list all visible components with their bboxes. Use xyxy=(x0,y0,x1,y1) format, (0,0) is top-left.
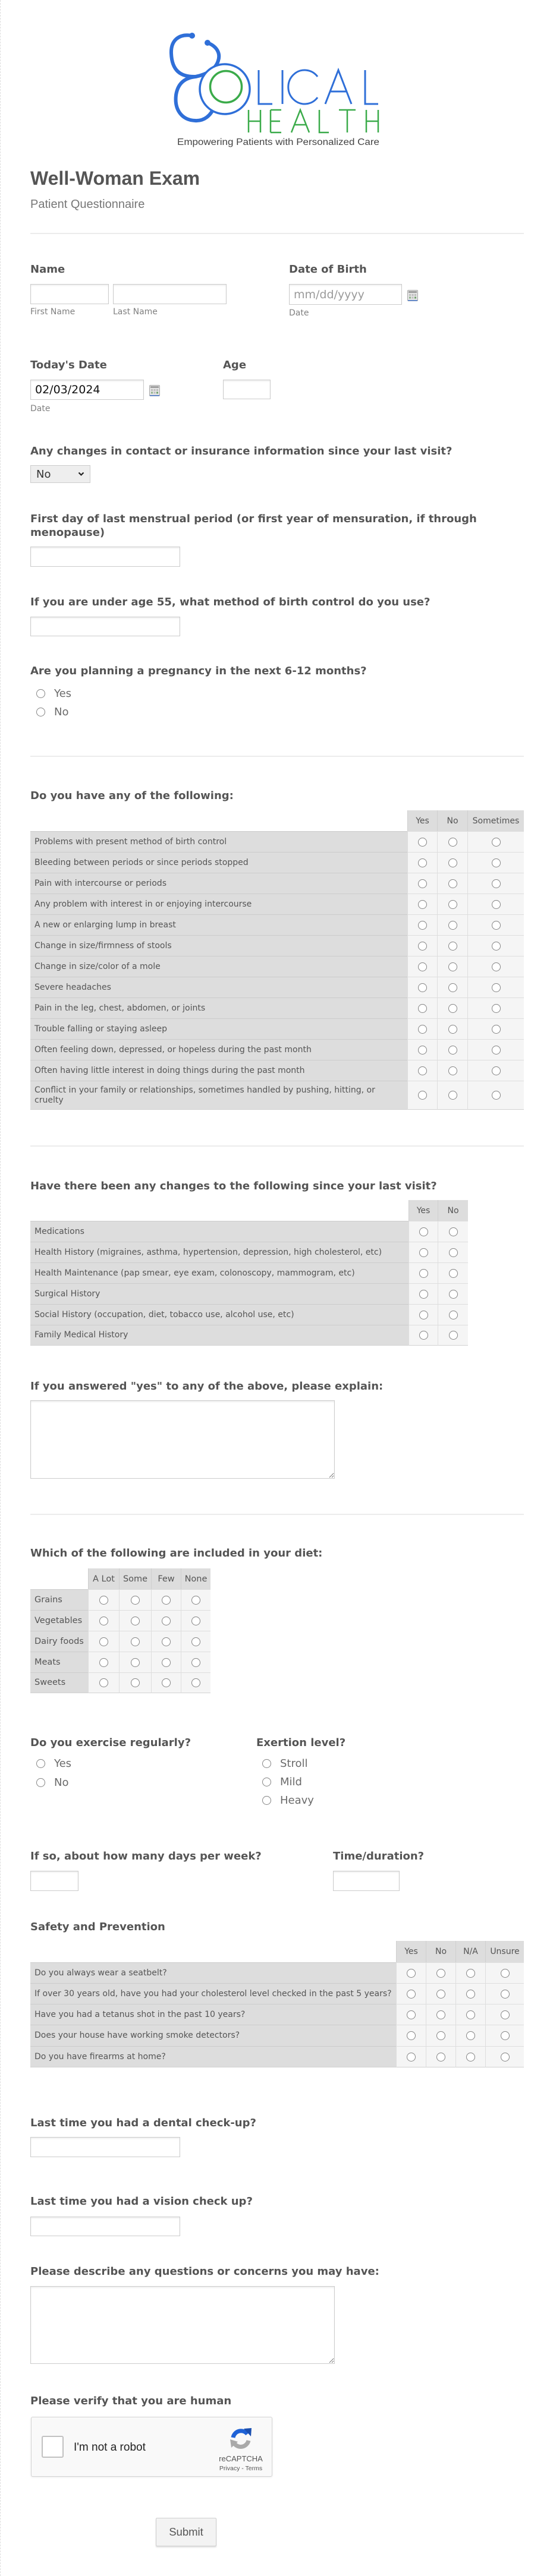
radio-a-lot[interactable] xyxy=(99,1678,108,1687)
radio-yes[interactable] xyxy=(418,962,427,971)
option-label: Mild xyxy=(280,1776,302,1788)
insurance-change-select[interactable] xyxy=(31,466,90,482)
table-row xyxy=(30,1283,468,1304)
radio-circle-icon[interactable] xyxy=(36,708,45,716)
radio-no[interactable] xyxy=(448,1046,457,1055)
radio-some[interactable] xyxy=(131,1596,140,1605)
column-header-none: None xyxy=(181,1568,210,1589)
today-date-input[interactable] xyxy=(30,380,144,400)
dob-input[interactable] xyxy=(289,284,402,305)
table-row xyxy=(30,935,524,956)
radio-circle-icon[interactable] xyxy=(262,1796,271,1805)
table-row xyxy=(30,2046,524,2067)
table-row xyxy=(30,1589,210,1610)
option-label: No xyxy=(54,1776,69,1789)
submit-button[interactable]: Submit xyxy=(156,2518,216,2546)
exercise-options xyxy=(30,1754,71,1792)
exercise-label: Do you exercise regularly? xyxy=(30,1737,191,1749)
radio-no[interactable] xyxy=(449,1290,458,1299)
table-row xyxy=(30,977,524,997)
radio-none[interactable] xyxy=(191,1617,200,1625)
option-label: Yes xyxy=(54,1757,72,1770)
radio-yes[interactable] xyxy=(407,2010,416,2019)
matrix-corner xyxy=(30,1568,88,1589)
row-label: Meats xyxy=(30,1652,88,1672)
table-row xyxy=(30,1060,524,1081)
days-per-week-label: If so, about how many days per week? xyxy=(30,1850,262,1862)
radio-no[interactable] xyxy=(448,921,457,930)
radio-yes[interactable] xyxy=(419,1311,428,1319)
name-label: Name xyxy=(30,263,65,276)
radio-no[interactable] xyxy=(448,942,457,951)
radio-none[interactable] xyxy=(191,1658,200,1667)
radio-no[interactable] xyxy=(448,838,457,847)
exertion-options xyxy=(256,1754,314,1810)
row-label: A new or enlarging lump in breast xyxy=(30,914,407,935)
vision-input[interactable] xyxy=(30,2217,180,2236)
conditions-label: Do you have any of the following: xyxy=(30,790,234,802)
row-label: Pain with intercourse or periods xyxy=(30,873,407,894)
table-row xyxy=(30,956,524,977)
terms-link[interactable]: Terms xyxy=(245,2465,263,2472)
radio-no[interactable] xyxy=(448,983,457,992)
radio-circle-icon[interactable] xyxy=(262,1759,271,1768)
radio-no[interactable] xyxy=(449,1227,458,1236)
radio-no[interactable] xyxy=(448,879,457,888)
radio-none[interactable] xyxy=(191,1596,200,1605)
row-label: Vegetables xyxy=(30,1610,88,1631)
table-row xyxy=(30,1652,210,1672)
row-label: Health History (migraines, asthma, hypertension, depression, high cholesterol, etc) xyxy=(30,1242,409,1262)
option-label: Heavy xyxy=(280,1794,314,1807)
radio-no[interactable] xyxy=(436,1969,445,1978)
radio-sometimes[interactable] xyxy=(492,1025,501,1034)
radio-no[interactable] xyxy=(449,1248,458,1257)
recaptcha-widget xyxy=(31,2417,272,2477)
not-robot-checkbox[interactable] xyxy=(42,2436,64,2458)
column-header-no: No xyxy=(426,1941,455,1962)
table-row xyxy=(30,2004,524,2025)
conditions-matrix xyxy=(30,810,524,1110)
table-row xyxy=(30,1221,468,1242)
insurance-change-dropdown[interactable] xyxy=(30,465,90,483)
radio-yes[interactable] xyxy=(418,858,427,867)
table-row xyxy=(30,1610,210,1631)
radio-no[interactable] xyxy=(436,1990,445,1999)
pregnancy-option-no[interactable] xyxy=(30,703,71,721)
radio-some[interactable] xyxy=(131,1637,140,1646)
today-date-sublabel: Date xyxy=(30,404,51,413)
logo-tagline: Empowering Patients with Personalized Care xyxy=(177,137,379,147)
radio-no[interactable] xyxy=(448,962,457,971)
radio-yes[interactable] xyxy=(419,1290,428,1299)
calendar-icon[interactable] xyxy=(407,290,418,301)
exertion-label: Exertion level? xyxy=(256,1737,346,1749)
row-label: Trouble falling or staying asleep xyxy=(30,1018,407,1039)
radio-a-lot[interactable] xyxy=(99,1658,108,1667)
row-label: Family Medical History xyxy=(30,1325,409,1346)
diet-matrix xyxy=(30,1568,210,1693)
page-subtitle: Patient Questionnaire xyxy=(30,198,145,211)
radio-yes[interactable] xyxy=(407,1969,416,1978)
table-row xyxy=(30,1325,468,1346)
divider xyxy=(30,756,524,757)
radio-unsure[interactable] xyxy=(501,2053,510,2062)
recaptcha-logo-icon xyxy=(229,2426,253,2451)
table-row xyxy=(30,1631,210,1652)
changes-matrix xyxy=(30,1200,468,1346)
row-label: Often feeling down, depressed, or hopeless during the past month xyxy=(30,1039,407,1060)
row-label: Pain in the leg, chest, abdomen, or joints xyxy=(30,997,407,1018)
row-label: Have you had a tetanus shot in the past 10 years? xyxy=(30,2004,396,2025)
radio-no[interactable] xyxy=(448,900,457,909)
table-row xyxy=(30,914,524,935)
radio-unsure[interactable] xyxy=(501,1990,510,1999)
column-header-a-lot: A Lot xyxy=(88,1568,119,1589)
diet-label: Which of the following are included in your diet: xyxy=(30,1547,323,1560)
radio-no[interactable] xyxy=(436,2031,445,2040)
radio-yes[interactable] xyxy=(418,1046,427,1055)
pregnancy-label: Are you planning a pregnancy in the next 6-12 months? xyxy=(30,665,367,677)
explain-textarea[interactable] xyxy=(30,1400,335,1479)
row-label: Bleeding between periods or since periods stopped xyxy=(30,852,407,873)
row-label: Health Maintenance (pap smear, eye exam, colonoscopy, mammogram, etc) xyxy=(30,1262,409,1283)
table-row xyxy=(30,1039,524,1060)
row-label: Change in size/firmness of stools xyxy=(30,935,407,956)
menstrual-label: First day of last menstrual period (or first year of mensuration, if through menopause) xyxy=(30,513,477,539)
radio-no[interactable] xyxy=(449,1269,458,1278)
radio-sometimes[interactable] xyxy=(492,921,501,930)
menstrual-input[interactable] xyxy=(30,547,180,567)
radio-circle-icon[interactable] xyxy=(36,1759,45,1768)
radio-no[interactable] xyxy=(436,2053,445,2062)
radio-a-lot[interactable] xyxy=(99,1596,108,1605)
radio-na[interactable] xyxy=(466,1969,475,1978)
row-label: Does your house have working smoke detectors? xyxy=(30,2025,396,2046)
safety-label: Safety and Prevention xyxy=(30,1921,165,1933)
radio-yes[interactable] xyxy=(418,921,427,930)
safety-matrix xyxy=(30,1941,524,2067)
row-label: Social History (occupation, diet, tobacco use, alcohol use, etc) xyxy=(30,1304,409,1325)
dental-label: Last time you had a dental check-up? xyxy=(30,2117,256,2129)
radio-yes[interactable] xyxy=(418,838,427,847)
vision-label: Last time you had a vision check up? xyxy=(30,2195,253,2208)
radio-yes[interactable] xyxy=(419,1227,428,1236)
dob-label: Date of Birth xyxy=(289,263,367,276)
row-label: Change in size/color of a mole xyxy=(30,956,407,977)
radio-some[interactable] xyxy=(131,1678,140,1687)
table-row xyxy=(30,1983,524,2004)
column-header-yes: Yes xyxy=(396,1941,426,1962)
radio-sometimes[interactable] xyxy=(492,942,501,951)
radio-sometimes[interactable] xyxy=(492,1004,501,1013)
radio-few[interactable] xyxy=(162,1658,171,1667)
pregnancy-option-yes[interactable] xyxy=(30,684,71,703)
radio-few[interactable] xyxy=(162,1678,171,1687)
radio-no[interactable] xyxy=(448,1004,457,1013)
column-header-few: Few xyxy=(151,1568,181,1589)
column-header-some: Some xyxy=(119,1568,151,1589)
table-row xyxy=(30,1081,524,1110)
last-name-input[interactable] xyxy=(113,284,227,304)
radio-yes[interactable] xyxy=(419,1248,428,1257)
radio-no[interactable] xyxy=(449,1311,458,1319)
divider xyxy=(30,1145,524,1147)
radio-no[interactable] xyxy=(436,2010,445,2019)
wordmark-top xyxy=(259,70,378,104)
radio-yes[interactable] xyxy=(418,942,427,951)
matrix-corner xyxy=(30,810,407,831)
radio-sometimes[interactable] xyxy=(492,1046,501,1055)
dob-sublabel: Date xyxy=(289,308,309,318)
radio-circle-icon[interactable] xyxy=(36,1778,45,1787)
table-row xyxy=(30,1018,524,1039)
privacy-link[interactable]: Privacy xyxy=(219,2465,240,2472)
duration-label: Time/duration? xyxy=(333,1850,425,1862)
radio-yes[interactable] xyxy=(407,2031,416,2040)
birth-control-label: If you are under age 55, what method of birth control do you use? xyxy=(30,596,431,608)
radio-yes[interactable] xyxy=(419,1331,428,1340)
duration-input[interactable] xyxy=(333,1871,400,1891)
row-label: Conflict in your family or relationships, sometimes handled by pushing, hitting, or cruelty xyxy=(30,1081,407,1110)
radio-none[interactable] xyxy=(191,1678,200,1687)
radio-yes[interactable] xyxy=(407,2053,416,2062)
table-row xyxy=(30,1242,468,1262)
days-per-week-input[interactable] xyxy=(30,1871,78,1891)
column-header-sometimes: Sometimes xyxy=(467,810,524,831)
row-label: Sweets xyxy=(30,1672,88,1693)
row-label: Dairy foods xyxy=(30,1631,88,1652)
dental-input[interactable] xyxy=(30,2137,180,2157)
first-name-input[interactable] xyxy=(30,284,109,304)
radio-none[interactable] xyxy=(191,1637,200,1646)
matrix-corner xyxy=(30,1200,409,1221)
row-label: Problems with present method of birth control xyxy=(30,831,407,852)
table-row xyxy=(30,1962,524,1983)
radio-few[interactable] xyxy=(162,1617,171,1625)
radio-no[interactable] xyxy=(448,1025,457,1034)
row-label: Surgical History xyxy=(30,1283,409,1304)
birth-control-input[interactable] xyxy=(30,617,180,636)
radio-na[interactable] xyxy=(466,2031,475,2040)
radio-yes[interactable] xyxy=(419,1269,428,1278)
table-row xyxy=(30,997,524,1018)
row-label: If over 30 years old, have you had your cholesterol level checked in the past 5 years? xyxy=(30,1983,396,2004)
captcha-label: Please verify that you are human xyxy=(30,2395,232,2407)
table-row xyxy=(30,2025,524,2046)
wordmark-bottom xyxy=(249,110,378,132)
explain-label: If you answered "yes" to any of the above, please explain: xyxy=(30,1380,384,1393)
radio-circle-icon[interactable] xyxy=(36,689,45,698)
exercise-option-yes[interactable] xyxy=(30,1754,71,1773)
exertion-option-mild[interactable] xyxy=(256,1773,314,1791)
radio-no[interactable] xyxy=(448,1091,457,1100)
page-title: Well-Woman Exam xyxy=(30,168,200,189)
concerns-textarea[interactable] xyxy=(30,2286,335,2364)
row-label: Often having little interest in doing things during the past month xyxy=(30,1060,407,1081)
radio-a-lot[interactable] xyxy=(99,1617,108,1625)
radio-yes[interactable] xyxy=(418,1091,427,1100)
radio-yes[interactable] xyxy=(418,1025,427,1034)
matrix-corner xyxy=(30,1941,396,1962)
option-label: Stroll xyxy=(280,1757,308,1770)
radio-na[interactable] xyxy=(466,2053,475,2062)
column-header-na: N/A xyxy=(455,1941,485,1962)
radio-sometimes[interactable] xyxy=(492,858,501,867)
row-label: Do you always wear a seatbelt? xyxy=(30,1962,396,1983)
radio-sometimes[interactable] xyxy=(492,1091,501,1100)
table-row xyxy=(30,852,524,873)
stethoscope-logo-icon xyxy=(149,18,405,154)
radio-yes[interactable] xyxy=(418,1004,427,1013)
table-row xyxy=(30,1672,210,1693)
calendar-icon[interactable] xyxy=(149,385,160,396)
first-name-sublabel: First Name xyxy=(30,307,76,317)
concerns-label: Please describe any questions or concerns you may have: xyxy=(30,2265,379,2278)
radio-few[interactable] xyxy=(162,1637,171,1646)
pregnancy-options xyxy=(30,684,71,721)
radio-no[interactable] xyxy=(448,858,457,867)
radio-sometimes[interactable] xyxy=(492,962,501,971)
row-label: Any problem with interest in or enjoying intercourse xyxy=(30,894,407,914)
option-label: Yes xyxy=(54,687,72,700)
radio-unsure[interactable] xyxy=(501,2010,510,2019)
radio-sometimes[interactable] xyxy=(492,1066,501,1075)
link-separator: - xyxy=(240,2465,246,2472)
radio-yes[interactable] xyxy=(407,1990,416,1999)
radio-yes[interactable] xyxy=(418,1066,427,1075)
radio-some[interactable] xyxy=(131,1617,140,1625)
radio-na[interactable] xyxy=(466,2010,475,2019)
table-row xyxy=(30,1262,468,1283)
radio-sometimes[interactable] xyxy=(492,900,501,909)
radio-some[interactable] xyxy=(131,1658,140,1667)
table-row xyxy=(30,873,524,894)
divider xyxy=(30,233,524,234)
divider xyxy=(30,1514,524,1515)
table-row xyxy=(30,1304,468,1325)
recaptcha-brand: reCAPTCHA xyxy=(219,2454,263,2463)
recaptcha-links xyxy=(210,2465,272,2472)
radio-a-lot[interactable] xyxy=(99,1637,108,1646)
radio-few[interactable] xyxy=(162,1596,171,1605)
radio-circle-icon[interactable] xyxy=(262,1778,271,1786)
column-header-yes: Yes xyxy=(409,1200,438,1221)
option-label: No xyxy=(54,706,69,718)
age-label: Age xyxy=(223,359,247,371)
radio-sometimes[interactable] xyxy=(492,879,501,888)
column-header-yes: Yes xyxy=(407,810,437,831)
radio-yes[interactable] xyxy=(418,879,427,888)
column-header-no: No xyxy=(438,1200,468,1221)
age-input[interactable] xyxy=(223,380,271,399)
row-label: Do you have firearms at home? xyxy=(30,2046,396,2067)
radio-yes[interactable] xyxy=(418,983,427,992)
row-label: Severe headaches xyxy=(30,977,407,997)
row-label: Medications xyxy=(30,1221,409,1242)
radio-no[interactable] xyxy=(449,1331,458,1340)
radio-unsure[interactable] xyxy=(501,2031,510,2040)
exertion-option-heavy[interactable] xyxy=(256,1791,314,1810)
radio-na[interactable] xyxy=(466,1990,475,1999)
column-header-no: No xyxy=(437,810,467,831)
row-label: Grains xyxy=(30,1589,88,1610)
radio-sometimes[interactable] xyxy=(492,838,501,847)
today-date-label: Today's Date xyxy=(30,359,107,371)
table-row xyxy=(30,894,524,914)
radio-sometimes[interactable] xyxy=(492,983,501,992)
exertion-option-stroll[interactable] xyxy=(256,1754,314,1773)
table-row xyxy=(30,831,524,852)
radio-yes[interactable] xyxy=(418,900,427,909)
insurance-change-label: Any changes in contact or insurance information since your last visit? xyxy=(30,445,453,457)
radio-no[interactable] xyxy=(448,1066,457,1075)
radio-unsure[interactable] xyxy=(501,1969,510,1978)
not-robot-label: I'm not a robot xyxy=(74,2441,146,2454)
changes-label: Have there been any changes to the following since your last visit? xyxy=(30,1180,437,1192)
exercise-option-no[interactable] xyxy=(30,1773,71,1792)
last-name-sublabel: Last Name xyxy=(113,307,158,317)
column-header-unsure: Unsure xyxy=(485,1941,524,1962)
